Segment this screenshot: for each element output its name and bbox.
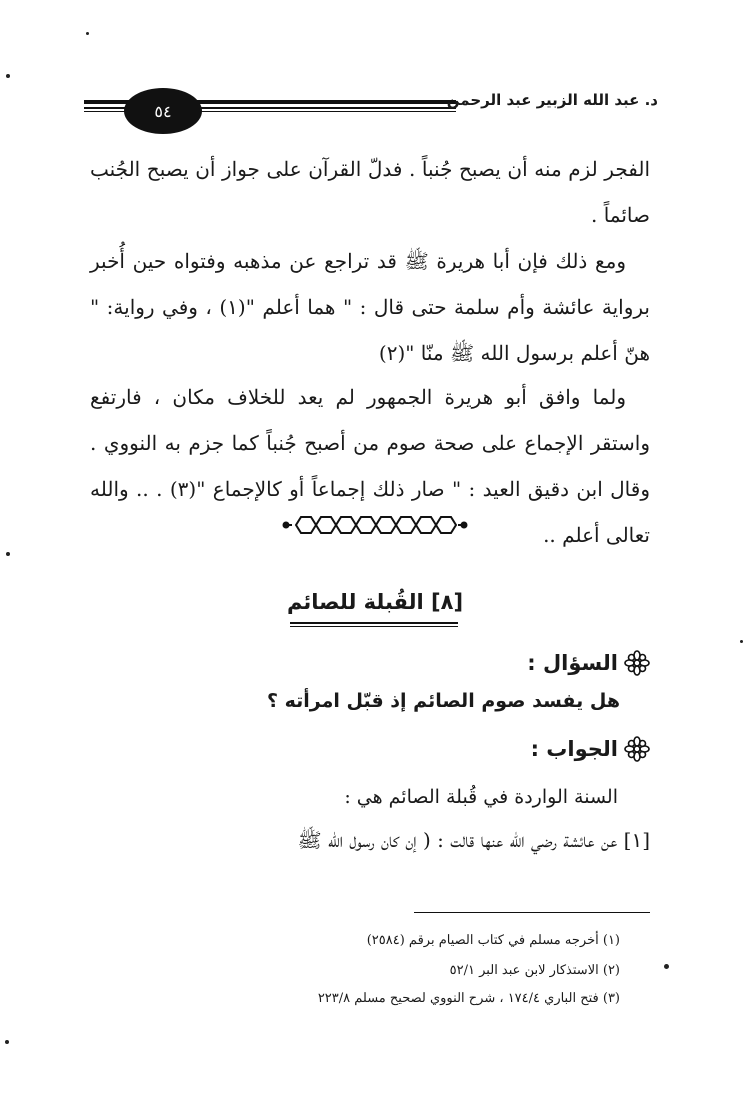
scan-speck — [6, 74, 10, 78]
paragraph-1: الفجر لزم منه أن يصبح جُنباً . فدلّ القرآن على جواز أن يصبح الجُنب صائماً . — [90, 157, 650, 227]
footnote-2: (٢) الاستذكار لابن عبد البر ٥٢/١ — [449, 963, 620, 978]
scan-speck — [664, 964, 669, 969]
footnote-rule — [414, 912, 650, 913]
question-heading — [527, 650, 650, 676]
answer-label: الجواب : — [530, 737, 618, 761]
scan-speck — [86, 32, 89, 35]
footnote-1: (١) أخرجه مسلم في كتاب الصيام برقم (٢٥٨٤) — [366, 933, 620, 948]
title-underline-thin — [290, 626, 458, 627]
footnote-3: (٣) فتح الباري ١٧٤/٤ ، شرح النووي لصحيح مسلم ٢٢٣/٨ — [317, 991, 620, 1006]
question-label: السؤال : — [527, 651, 618, 675]
scan-speck — [740, 640, 743, 643]
flower-icon — [624, 650, 650, 676]
title-underline — [290, 622, 458, 624]
scan-speck — [6, 552, 10, 556]
flower-icon — [624, 736, 650, 762]
section-title: [٨] القُبلة للصائم — [286, 590, 464, 614]
paragraph-2: ومع ذلك فإن أبا هريرة ﷺ قد تراجع عن مذهبه وفتواه حين أُخبر برواية عائشة وأم سلمة حتى قال : " هما أعلم "(١) ، وفي رواية: " هنّ أعلم برسول الله ﷺ منّا "(٢) — [90, 249, 650, 365]
paragraph-3: ولما وافق أبو هريرة الجمهور لم يعد للخلاف مكان ، فارتفع واستقر الإجماع على صحة صوم من أصبح جُنباً كما جزم به النووي . وقال ابن دقيق العيد : " صار ذلك إجماعاً أو كالإجماع "(٣) . .. والله تعالى أعلم .. — [90, 385, 650, 547]
answer-item-1: [١] عن عائشة رضي الله عنها قالت : ( إن كان رسول الله ﷺ — [297, 828, 650, 852]
ornament-divider — [282, 512, 468, 538]
answer-heading — [531, 736, 650, 762]
scan-speck — [5, 1040, 9, 1044]
answer-intro: السنة الواردة في قُبلة الصائم هي : — [344, 786, 618, 808]
author-name: د. عبد الله الزبير عبد الرحمن — [446, 91, 658, 109]
question-text: هل يفسد صوم الصائم إذ قبّل امرأته ؟ — [267, 690, 620, 712]
page-number: ٥٤ — [124, 88, 202, 134]
